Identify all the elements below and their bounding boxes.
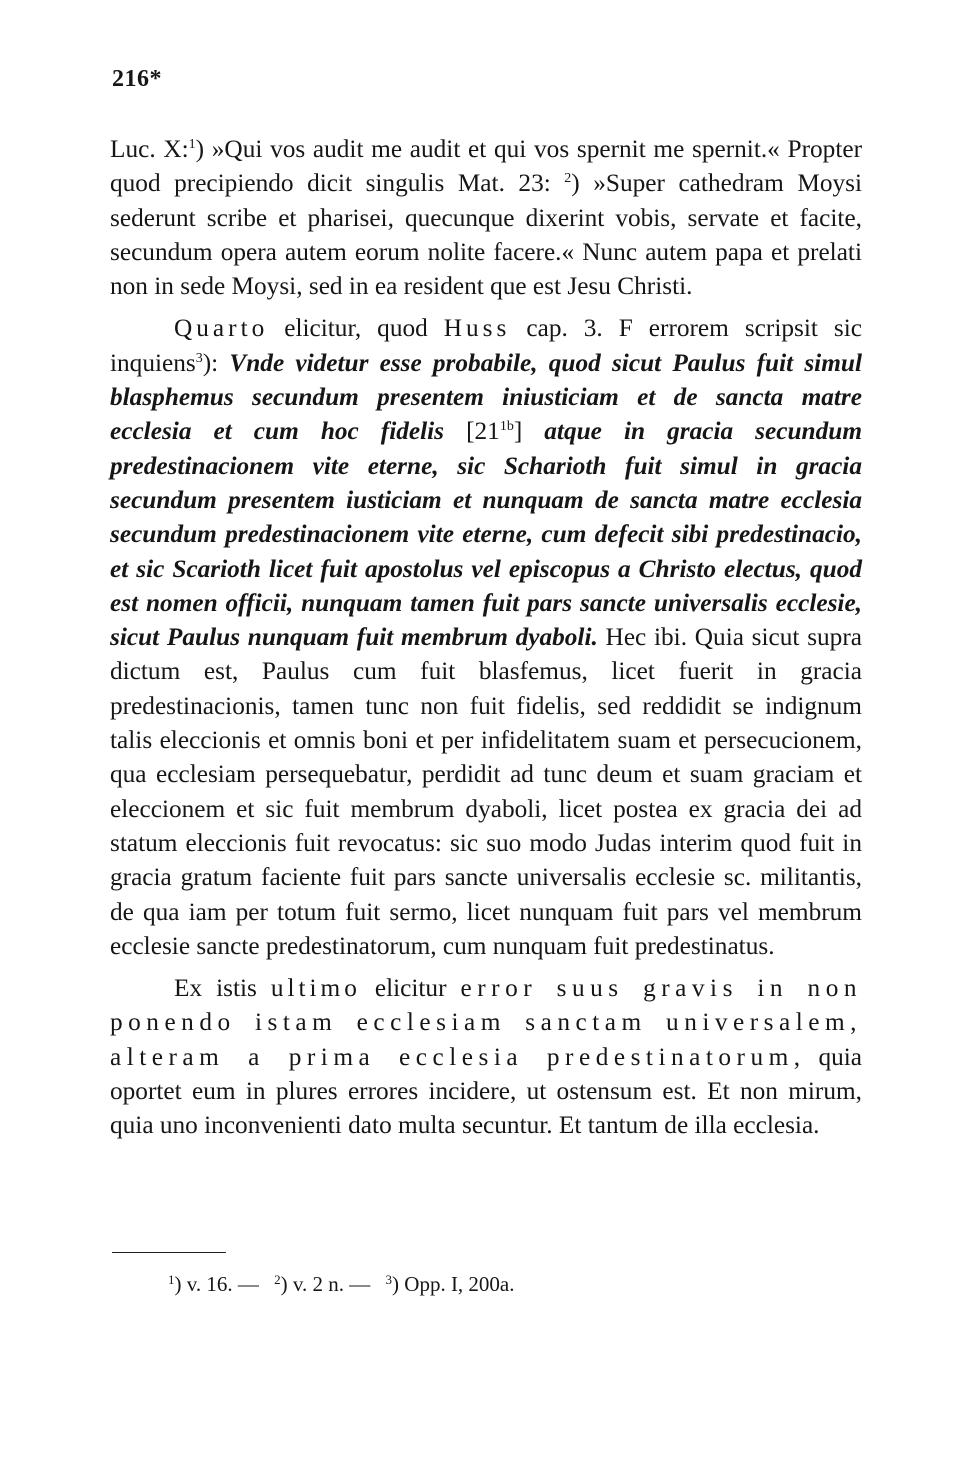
footnote-3	[386, 1272, 515, 1296]
footnote-number: 3	[385, 1272, 393, 1287]
spaced-word: Huss	[443, 314, 511, 343]
footnote-marker: 2	[564, 171, 572, 187]
text-segment: elicitur	[360, 974, 461, 1003]
text-segment: Hec ibi. Quia sicut supra dictum est, Paulus cum fuit blasfemus, licet fuerit in gracia predestinacionis, tamen tunc non fuit fidelis, sed reddidit se indignum talis eleccionis et omnis boni et per infidelitatem suam et persecucionem, qua ecclesiam persequebatur, perdidit ad tunc deum et suam graciam et eleccionem et sic fuit membrum dyaboli, licet postea ex gracia dei ad statum eleccionis fuit revocatus: sic suo modo Judas interim quod fuit in gracia gratum faciente fuit pars sancte universalis ecclesie sc. militantis, de qua iam per totum fuit sermo, licet nunquam fuit pars vel membrum ecclesie sancte predestinatorum, cum nunquam fuit predestinatus.	[110, 623, 862, 960]
text-segment: [21	[444, 417, 500, 446]
text-segment: ]	[513, 417, 545, 446]
page-number: 216*	[112, 66, 162, 92]
footnote-text: ) v. 16. —	[174, 1272, 259, 1296]
footnote-number: 2	[274, 1272, 281, 1287]
spaced-phrase: error suus gravis in non ponendo istam ecclesiam sanctam universalem, alteram a prima ecclesia predestinatorum	[110, 974, 862, 1071]
text-segment: , quia oportet eum in plures errores incidere, ut ostensum est. Et non mirum, quia uno inconvenienti dato multa secuntur. Et tantum de illa ecclesia.	[110, 1042, 862, 1140]
footnote-1	[168, 1272, 259, 1296]
folio-reference: 1b	[499, 419, 514, 435]
footnote-text: ) v. 2 n. —	[280, 1272, 371, 1296]
text-segment: Luc. X:	[110, 135, 189, 163]
footnote-number: 1	[168, 1272, 175, 1287]
text-segment: ) »Qui vos audit me audit et qui vos spernit me spernit.« Propter quod precipiendo dicit singulis Mat. 23:	[110, 135, 863, 198]
paragraph-1	[110, 132, 862, 303]
footnote-2	[274, 1272, 370, 1296]
quotation: Vnde videtur esse probabile, quod sicut Paulus fuit simul blasphemus secundum presentem iniusticiam et de sancta matre ecclesia et cum hoc fidelis	[110, 348, 862, 446]
text-segment: ):	[202, 348, 230, 377]
footnote-divider	[112, 1252, 226, 1253]
footnotes	[168, 1270, 515, 1298]
footnote-marker: 1	[188, 137, 196, 152]
footnote-marker: 3	[195, 350, 203, 366]
quotation: atque in gracia secundum predestinacionem vite eterne, sic Scharioth fuit simul in gracia secundum presentem iusticiam et nunquam de sancta matre ecclesia secundum predestinacionem vite eterne, cum defecit sibi predestinacio, et sic Scarioth licet fuit apostolus vel episcopus a Christo electus, quod est nomen officii, nunquam tamen fuit pars sancte universalis ecclesie, sicut Paulus nunquam fuit membrum dyaboli.	[110, 417, 863, 652]
main-text	[110, 132, 862, 1143]
paragraph-2	[110, 311, 862, 963]
spaced-word: ultimo	[270, 974, 361, 1003]
footnote-text: ) Opp. I, 200a.	[392, 1272, 515, 1296]
spaced-word: Quarto	[174, 314, 269, 343]
text-segment: cap. 3. F errorem scripsit sic inquiens	[110, 314, 862, 377]
text-segment: Ex istis	[174, 974, 271, 1003]
text-segment: ) »Super cathedram Moysi sederunt scribe et pharisei, quecunque dixerint vobis, servate et facite, secundum opera autem eorum nolite facere.« Nunc autem papa et prelati non in sede Moysi, sed in ea resident que est Jesu Christi.	[110, 169, 862, 301]
text-segment: elicitur, quod	[268, 314, 444, 343]
paragraph-3	[110, 971, 862, 1142]
